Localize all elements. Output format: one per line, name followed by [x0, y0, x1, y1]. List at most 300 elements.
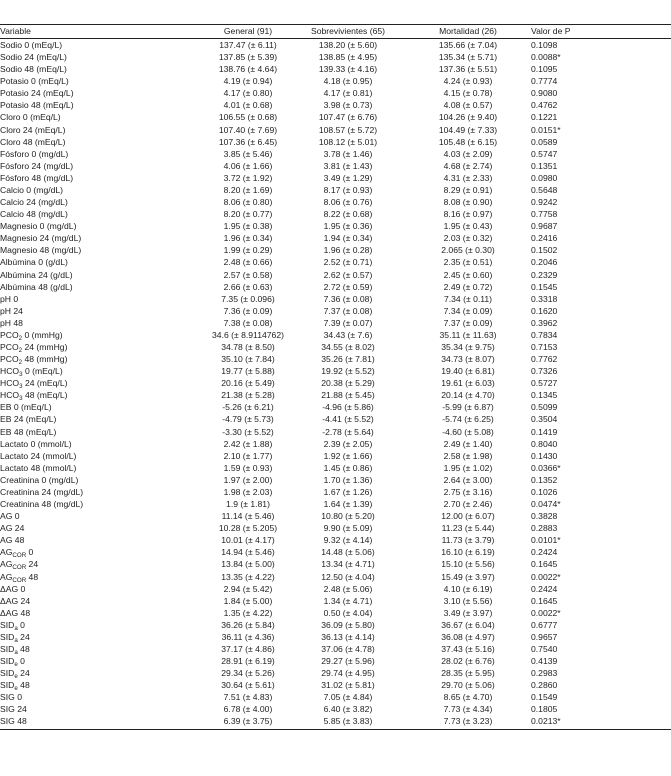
cell-mortality: 28.35 (± 5.95) — [441, 668, 495, 679]
cell-p-value: 0.1620 — [531, 305, 558, 316]
cell-survivors: 5.85 (± 3.83) — [323, 716, 373, 727]
table-row — [0, 534, 671, 546]
cell-survivors: 2.39 (± 2.05) — [323, 438, 373, 449]
variable-name: Fósforo 24 (mg/dL) — [0, 160, 74, 171]
variable-name: Fósforo 0 (mg/dL) — [0, 148, 69, 159]
table-row — [0, 546, 671, 558]
cell-mortality: 15.49 (± 3.97) — [441, 571, 495, 582]
table-row — [0, 220, 671, 232]
variable-suffix: 24 — [17, 668, 30, 679]
cell-variable — [0, 51, 170, 63]
cell-general: 1.98 (± 2.03) — [223, 486, 273, 497]
cell-p-value: 0.0474* — [531, 499, 561, 510]
cell-p-value: 0.0022* — [531, 571, 561, 582]
cell-general: 34.78 (± 8.50) — [221, 342, 275, 352]
cell-survivors: 20.38 (± 5.29) — [321, 378, 375, 389]
cell-p-value: 0.2329 — [531, 269, 558, 280]
variable-name: Cloro 48 (mEq/L) — [0, 136, 66, 147]
variable-name: Albúmina 24 (g/dL) — [0, 269, 73, 280]
variable-name: SID — [0, 631, 15, 642]
header-variable: Variable — [0, 26, 31, 36]
cell-general: 30.64 (± 5.61) — [221, 680, 275, 691]
cell-variable — [0, 522, 170, 534]
cell-variable — [0, 571, 170, 583]
cell-p-value: 0.8040 — [531, 438, 558, 449]
table-row — [0, 558, 671, 570]
cell-p-value: 0.1345 — [531, 390, 558, 401]
variable-name: Magnesio 24 (mg/dL) — [0, 233, 82, 244]
cell-variable — [0, 269, 170, 281]
cell-mortality: -5.74 (± 6.25) — [442, 414, 494, 425]
cell-variable — [0, 679, 170, 691]
table-row — [0, 583, 671, 595]
cell-general: 2.57 (± 0.58) — [223, 269, 273, 280]
cell-p-value: 0.9687 — [531, 221, 558, 232]
cell-general: 7.51 (± 4.83) — [223, 692, 273, 703]
cell-variable — [0, 148, 170, 160]
cell-general: 6.39 (± 3.75) — [223, 716, 273, 727]
cell-p-value: 0.9242 — [531, 197, 558, 208]
cell-survivors: -2.78 (± 5.64) — [322, 426, 374, 437]
cell-general: 1.99 (± 0.29) — [223, 245, 273, 256]
cell-general: 3.85 (± 5.46) — [223, 148, 273, 159]
cell-survivors: 1.67 (± 1.26) — [323, 486, 373, 497]
variable-name: Sodio 48 (mEq/L) — [0, 64, 67, 75]
cell-general: 7.36 (± 0.09) — [223, 305, 273, 316]
cell-variable — [0, 534, 170, 546]
cell-mortality: 28.02 (± 6.76) — [441, 656, 495, 667]
variable-name: Calcio 24 (mg/dL) — [0, 197, 68, 208]
cell-general: 10.28 (± 5.205) — [218, 523, 278, 534]
variable-name: Sodio 0 (mEq/L) — [0, 40, 63, 50]
cell-general: 6.78 (± 4.00) — [223, 704, 273, 715]
variable-name: EB 24 (mEq/L) — [0, 414, 57, 425]
table-row — [0, 498, 671, 510]
cell-survivors: -4.41 (± 5.52) — [322, 414, 374, 425]
cell-mortality: 1.95 (± 1.02) — [443, 462, 493, 473]
cell-p-value: 0.0366* — [531, 462, 561, 473]
cell-general: 13.84 (± 5.00) — [221, 559, 275, 570]
variable-subscript: 2 — [18, 359, 23, 367]
variable-name: Potasio 0 (mEq/L) — [0, 76, 69, 87]
cell-variable — [0, 365, 170, 377]
cell-mortality: 2.75 (± 3.16) — [443, 486, 493, 497]
cell-mortality: 4.10 (± 6.19) — [443, 583, 493, 594]
table-row — [0, 389, 671, 401]
variable-suffix: 0 — [17, 619, 25, 630]
cell-mortality: -5.99 (± 6.87) — [442, 402, 494, 413]
cell-survivors: 1.94 (± 0.34) — [323, 233, 373, 244]
table-row — [0, 281, 671, 293]
variable-name: Creatinina 48 (mg/dL) — [0, 499, 84, 510]
cell-survivors: 1.96 (± 0.28) — [323, 245, 373, 256]
cell-survivors: 4.18 (± 0.95) — [323, 76, 373, 87]
table-row — [0, 63, 671, 75]
cell-p-value: 0.3962 — [531, 317, 558, 328]
cell-survivors: 9.90 (± 5.09) — [323, 523, 373, 534]
table-row — [0, 715, 671, 727]
cell-variable — [0, 353, 170, 365]
variable-subscript: COR — [12, 576, 27, 584]
cell-survivors: 1.92 (± 1.66) — [323, 450, 373, 461]
cell-variable — [0, 244, 170, 256]
cell-survivors: 36.13 (± 4.14) — [321, 631, 375, 642]
cell-variable — [0, 305, 170, 317]
cell-general: 36.26 (± 5.84) — [221, 619, 275, 630]
cell-p-value: 0.1221 — [531, 112, 558, 123]
table-row — [0, 631, 671, 643]
cell-survivors: 14.48 (± 5.06) — [321, 547, 375, 558]
cell-p-value: 0.1645 — [531, 559, 558, 570]
cell-general: 137.85 (± 5.39) — [218, 52, 278, 63]
cell-p-value: 0.0088* — [531, 52, 561, 63]
cell-mortality: 2.64 (± 3.00) — [443, 474, 493, 485]
cell-survivors: 2.72 (± 0.59) — [323, 281, 373, 292]
table-row — [0, 377, 671, 389]
cell-p-value: 0.2860 — [531, 680, 558, 691]
cell-general: -3.30 (± 5.52) — [222, 426, 274, 437]
table-row — [0, 184, 671, 196]
cell-general: 1.84 (± 5.00) — [223, 595, 273, 606]
variable-name: AG — [0, 571, 13, 582]
variable-suffix: 24 — [17, 631, 30, 642]
cell-survivors: 10.80 (± 5.20) — [321, 511, 375, 522]
variable-name: Sodio 24 (mEq/L) — [0, 52, 67, 63]
cell-general: 4.06 (± 1.66) — [223, 160, 273, 171]
table-row — [0, 679, 671, 691]
cell-general: 2.66 (± 0.63) — [223, 281, 273, 292]
cell-general: 2.42 (± 1.88) — [223, 438, 273, 449]
bottom-rule — [0, 729, 671, 730]
cell-p-value: 0.5727 — [531, 378, 558, 389]
cell-variable — [0, 655, 170, 667]
variable-name: SID — [0, 680, 15, 691]
cell-general: 34.6 (± 8.9114762) — [212, 329, 284, 340]
cell-variable — [0, 474, 170, 486]
table-row — [0, 329, 671, 341]
cell-p-value: 0.4762 — [531, 100, 558, 111]
cell-variable — [0, 111, 170, 123]
cell-p-value: 0.3828 — [531, 511, 558, 522]
cell-general: 7.35 (± 0.096) — [221, 293, 275, 304]
variable-suffix: 48 — [17, 680, 30, 691]
variable-name: PCO — [0, 342, 19, 352]
variable-name: AG — [0, 559, 13, 570]
cell-survivors: 7.36 (± 0.08) — [323, 293, 373, 304]
variable-subscript: COR — [12, 564, 27, 572]
table-row — [0, 365, 671, 377]
variable-name: Potasio 48 (mEq/L) — [0, 100, 74, 111]
cell-general: 21.38 (± 5.28) — [221, 390, 275, 401]
cell-mortality: 8.65 (± 4.70) — [443, 692, 493, 703]
variable-suffix: 24 (mEq/L) — [22, 378, 68, 389]
variable-name: pH 48 — [0, 317, 23, 328]
variable-subscript: a — [14, 649, 18, 656]
cell-p-value: 0.1805 — [531, 704, 558, 715]
cell-mortality: 11.23 (± 5.44) — [441, 523, 495, 534]
cell-variable — [0, 99, 170, 111]
variable-name: Fósforo 48 (mg/dL) — [0, 172, 74, 183]
cell-p-value: 0.1095 — [531, 64, 558, 75]
cell-variable — [0, 643, 170, 655]
cell-survivors: 1.95 (± 0.36) — [323, 221, 373, 232]
cell-general: 4.17 (± 0.80) — [223, 88, 273, 99]
cell-mortality: 8.08 (± 0.90) — [443, 197, 493, 208]
table-row — [0, 232, 671, 244]
variable-name: Albúmina 48 (g/dL) — [0, 281, 73, 292]
table-header — [0, 24, 671, 38]
table-row — [0, 305, 671, 317]
variable-name: SIG 24 — [0, 704, 27, 715]
cell-mortality: 7.34 (± 0.11) — [443, 293, 493, 304]
cell-p-value: 0.0213* — [531, 716, 561, 727]
cell-general: 14.94 (± 5.46) — [221, 547, 275, 558]
cell-survivors: 9.32 (± 4.14) — [323, 535, 373, 546]
cell-general: 35.10 (± 7.84) — [221, 354, 275, 365]
cell-survivors: 139.33 (± 4.16) — [318, 64, 378, 75]
cell-general: 2.94 (± 5.42) — [223, 583, 273, 594]
table-row — [0, 619, 671, 631]
variable-suffix: 48 — [17, 644, 30, 654]
cell-mortality: 3.49 (± 3.97) — [443, 607, 493, 618]
cell-general: 10.01 (± 4.17) — [221, 535, 275, 546]
cell-general: 36.11 (± 4.36) — [221, 631, 275, 642]
cell-p-value: 0.7758 — [531, 209, 558, 220]
variable-name: PCO — [0, 354, 19, 365]
cell-survivors: 12.50 (± 4.04) — [321, 571, 375, 582]
table-row — [0, 571, 671, 583]
cell-variable — [0, 329, 170, 341]
cell-p-value: 0.1351 — [531, 160, 558, 171]
variable-name: HCO — [0, 378, 20, 389]
variable-name: SID — [0, 644, 15, 654]
cell-survivors: 2.62 (± 0.57) — [323, 269, 373, 280]
cell-general: 138.76 (± 4.64) — [218, 64, 278, 75]
cell-variable — [0, 124, 170, 136]
variable-name: ΔAG 0 — [0, 583, 26, 594]
cell-mortality: 4.03 (± 2.09) — [443, 148, 493, 159]
variable-subscript: COR — [12, 552, 27, 560]
table-row — [0, 522, 671, 534]
variable-subscript: e — [14, 661, 18, 669]
variable-name: Calcio 48 (mg/dL) — [0, 209, 68, 220]
table-row — [0, 136, 671, 148]
table-row — [0, 87, 671, 99]
cell-survivors: 19.92 (± 5.52) — [321, 366, 375, 377]
cell-p-value: 0.3318 — [531, 293, 558, 304]
variable-suffix: 48 (mmHg) — [22, 354, 68, 365]
variable-name: SIG 48 — [0, 716, 27, 727]
variable-name: Calcio 0 (mg/dL) — [0, 184, 64, 195]
table-row — [0, 703, 671, 715]
table-row — [0, 148, 671, 160]
variable-name: Lactato 24 (mmol/L) — [0, 450, 77, 461]
cell-mortality: 29.70 (± 5.06) — [441, 680, 495, 691]
table-row — [0, 413, 671, 425]
variable-name: AG — [0, 547, 13, 558]
cell-variable — [0, 281, 170, 293]
variable-subscript: 2 — [18, 347, 23, 354]
cell-variable — [0, 607, 170, 619]
cell-general: 8.20 (± 1.69) — [223, 184, 273, 195]
variable-name: SIG 0 — [0, 692, 22, 703]
cell-p-value: 0.7834 — [531, 329, 558, 340]
cell-p-value: 0.9080 — [531, 88, 558, 99]
cell-general: 13.35 (± 4.22) — [221, 571, 275, 582]
cell-survivors: 1.45 (± 0.86) — [323, 462, 373, 473]
cell-p-value: 0.7153 — [531, 342, 558, 352]
cell-mortality: 8.16 (± 0.97) — [443, 209, 493, 220]
table-row — [0, 111, 671, 123]
cell-general: 11.14 (± 5.46) — [221, 511, 275, 522]
table-row — [0, 595, 671, 607]
header-general: General (91) — [223, 26, 273, 36]
variable-name: AG 0 — [0, 511, 20, 522]
cell-mortality: 36.67 (± 6.04) — [441, 619, 495, 630]
cell-survivors: 138.85 (± 4.95) — [318, 52, 378, 63]
cell-mortality: 2.49 (± 0.72) — [443, 281, 493, 292]
cell-general: 107.40 (± 7.69) — [218, 124, 278, 135]
cell-p-value: 0.0151* — [531, 124, 561, 135]
variable-name: HCO — [0, 366, 20, 377]
cell-survivors: 108.12 (± 5.01) — [318, 136, 378, 147]
cell-survivors: 1.64 (± 1.39) — [323, 499, 373, 510]
cell-variable — [0, 486, 170, 498]
cell-mortality: 4.08 (± 0.57) — [443, 100, 493, 111]
cell-variable — [0, 256, 170, 268]
variable-name: ΔAG 24 — [0, 595, 31, 606]
variable-subscript: 2 — [18, 334, 23, 342]
cell-variable — [0, 220, 170, 232]
cell-general: 107.36 (± 6.45) — [218, 136, 278, 147]
cell-variable — [0, 546, 170, 558]
cell-survivors: 13.34 (± 4.71) — [321, 559, 375, 570]
variable-subscript: 3 — [19, 383, 23, 391]
cell-variable — [0, 462, 170, 474]
cell-mortality: 16.10 (± 6.19) — [441, 547, 495, 558]
cell-variable — [0, 39, 170, 51]
cell-p-value: 0.7540 — [531, 644, 558, 654]
cell-mortality: 104.26 (± 9.40) — [438, 112, 498, 123]
cell-variable — [0, 401, 170, 413]
cell-mortality: 7.73 (± 4.34) — [443, 704, 493, 715]
variable-name: AG 48 — [0, 535, 25, 546]
cell-variable — [0, 691, 170, 703]
table-row — [0, 124, 671, 136]
variable-name: SID — [0, 619, 15, 630]
cell-p-value: 0.0980 — [531, 172, 558, 183]
cell-p-value: 0.9657 — [531, 631, 558, 642]
cell-p-value: 0.7762 — [531, 354, 558, 365]
cell-p-value: 0.2416 — [531, 233, 558, 244]
cell-mortality: 20.14 (± 4.70) — [441, 390, 495, 401]
cell-survivors: 29.74 (± 4.95) — [321, 668, 375, 679]
table-row — [0, 208, 671, 220]
cell-general: 8.06 (± 0.80) — [223, 197, 273, 208]
cell-mortality: -4.60 (± 5.08) — [442, 426, 494, 437]
cell-general: -5.26 (± 6.21) — [222, 402, 274, 413]
cell-mortality: 2.065 (± 0.30) — [441, 245, 495, 256]
cell-mortality: 12.00 (± 6.07) — [441, 511, 495, 522]
cell-p-value: 0.1098 — [531, 40, 558, 50]
cell-mortality: 135.34 (± 5.71) — [438, 52, 498, 63]
variable-suffix: 0 — [26, 547, 34, 558]
table-row — [0, 51, 671, 63]
cell-mortality: 2.45 (± 0.60) — [443, 269, 493, 280]
table-row — [0, 293, 671, 305]
cell-variable — [0, 498, 170, 510]
cell-mortality: 1.95 (± 0.43) — [443, 221, 493, 232]
variable-name: Creatinina 24 (mg/dL) — [0, 486, 84, 497]
cell-survivors: 3.98 (± 0.73) — [323, 100, 373, 111]
table-row — [0, 160, 671, 172]
table-row — [0, 655, 671, 667]
table-row — [0, 486, 671, 498]
cell-variable — [0, 413, 170, 425]
table-row — [0, 269, 671, 281]
cell-variable — [0, 293, 170, 305]
cell-mortality: 34.73 (± 8.07) — [441, 354, 495, 365]
cell-p-value: 0.5099 — [531, 402, 558, 413]
cell-survivors: 35.26 (± 7.81) — [321, 354, 375, 365]
cell-general: 19.77 (± 5.88) — [221, 366, 275, 377]
cell-variable — [0, 232, 170, 244]
cell-variable — [0, 377, 170, 389]
variable-name: Cloro 24 (mEq/L) — [0, 124, 66, 135]
cell-p-value: 0.1545 — [531, 281, 558, 292]
cell-general: 1.9 (± 1.81) — [226, 499, 270, 510]
cell-survivors: 6.40 (± 3.82) — [323, 704, 373, 715]
cell-p-value: 0.1502 — [531, 245, 558, 256]
cell-mortality: 35.34 (± 9.75) — [441, 342, 495, 352]
cell-survivors: 8.06 (± 0.76) — [323, 197, 373, 208]
cell-survivors: 108.57 (± 5.72) — [318, 124, 378, 135]
cell-survivors: 3.49 (± 1.29) — [323, 172, 373, 183]
cell-survivors: 7.37 (± 0.08) — [323, 305, 373, 316]
cell-survivors: 8.17 (± 0.93) — [323, 184, 373, 195]
table-row — [0, 39, 671, 51]
cell-mortality: 3.10 (± 5.56) — [443, 595, 493, 606]
cell-mortality: 2.03 (± 0.32) — [443, 233, 493, 244]
header-mortality: Mortalidad (26) — [439, 26, 497, 36]
variable-suffix: 48 (mEq/L) — [22, 390, 68, 401]
cell-mortality: 2.35 (± 0.51) — [443, 257, 493, 268]
cell-p-value: 0.1430 — [531, 450, 558, 461]
cell-survivors: 0.50 (± 4.04) — [323, 607, 373, 618]
table-row — [0, 172, 671, 184]
cell-p-value: 0.1352 — [531, 474, 558, 485]
cell-mortality: 7.37 (± 0.09) — [443, 317, 493, 328]
cell-variable — [0, 631, 170, 643]
table-row — [0, 510, 671, 522]
variable-suffix: 0 — [17, 656, 25, 667]
cell-p-value: 0.5648 — [531, 184, 558, 195]
variable-suffix: 0 (mmHg) — [22, 329, 63, 340]
cell-mortality: 7.34 (± 0.09) — [443, 305, 493, 316]
cell-general: 137.47 (± 6.11) — [219, 40, 277, 50]
variable-name: HCO — [0, 390, 20, 401]
cell-mortality: 11.73 (± 3.79) — [441, 535, 495, 546]
table-row — [0, 691, 671, 703]
cell-variable — [0, 558, 170, 570]
cell-general: 7.38 (± 0.08) — [223, 317, 273, 328]
table-row — [0, 317, 671, 329]
cell-p-value: 0.2046 — [531, 257, 558, 268]
table-row — [0, 75, 671, 87]
table-row — [0, 353, 671, 365]
cell-mortality: 4.68 (± 2.74) — [443, 160, 493, 171]
cell-survivors: 37.06 (± 4.78) — [321, 644, 375, 654]
